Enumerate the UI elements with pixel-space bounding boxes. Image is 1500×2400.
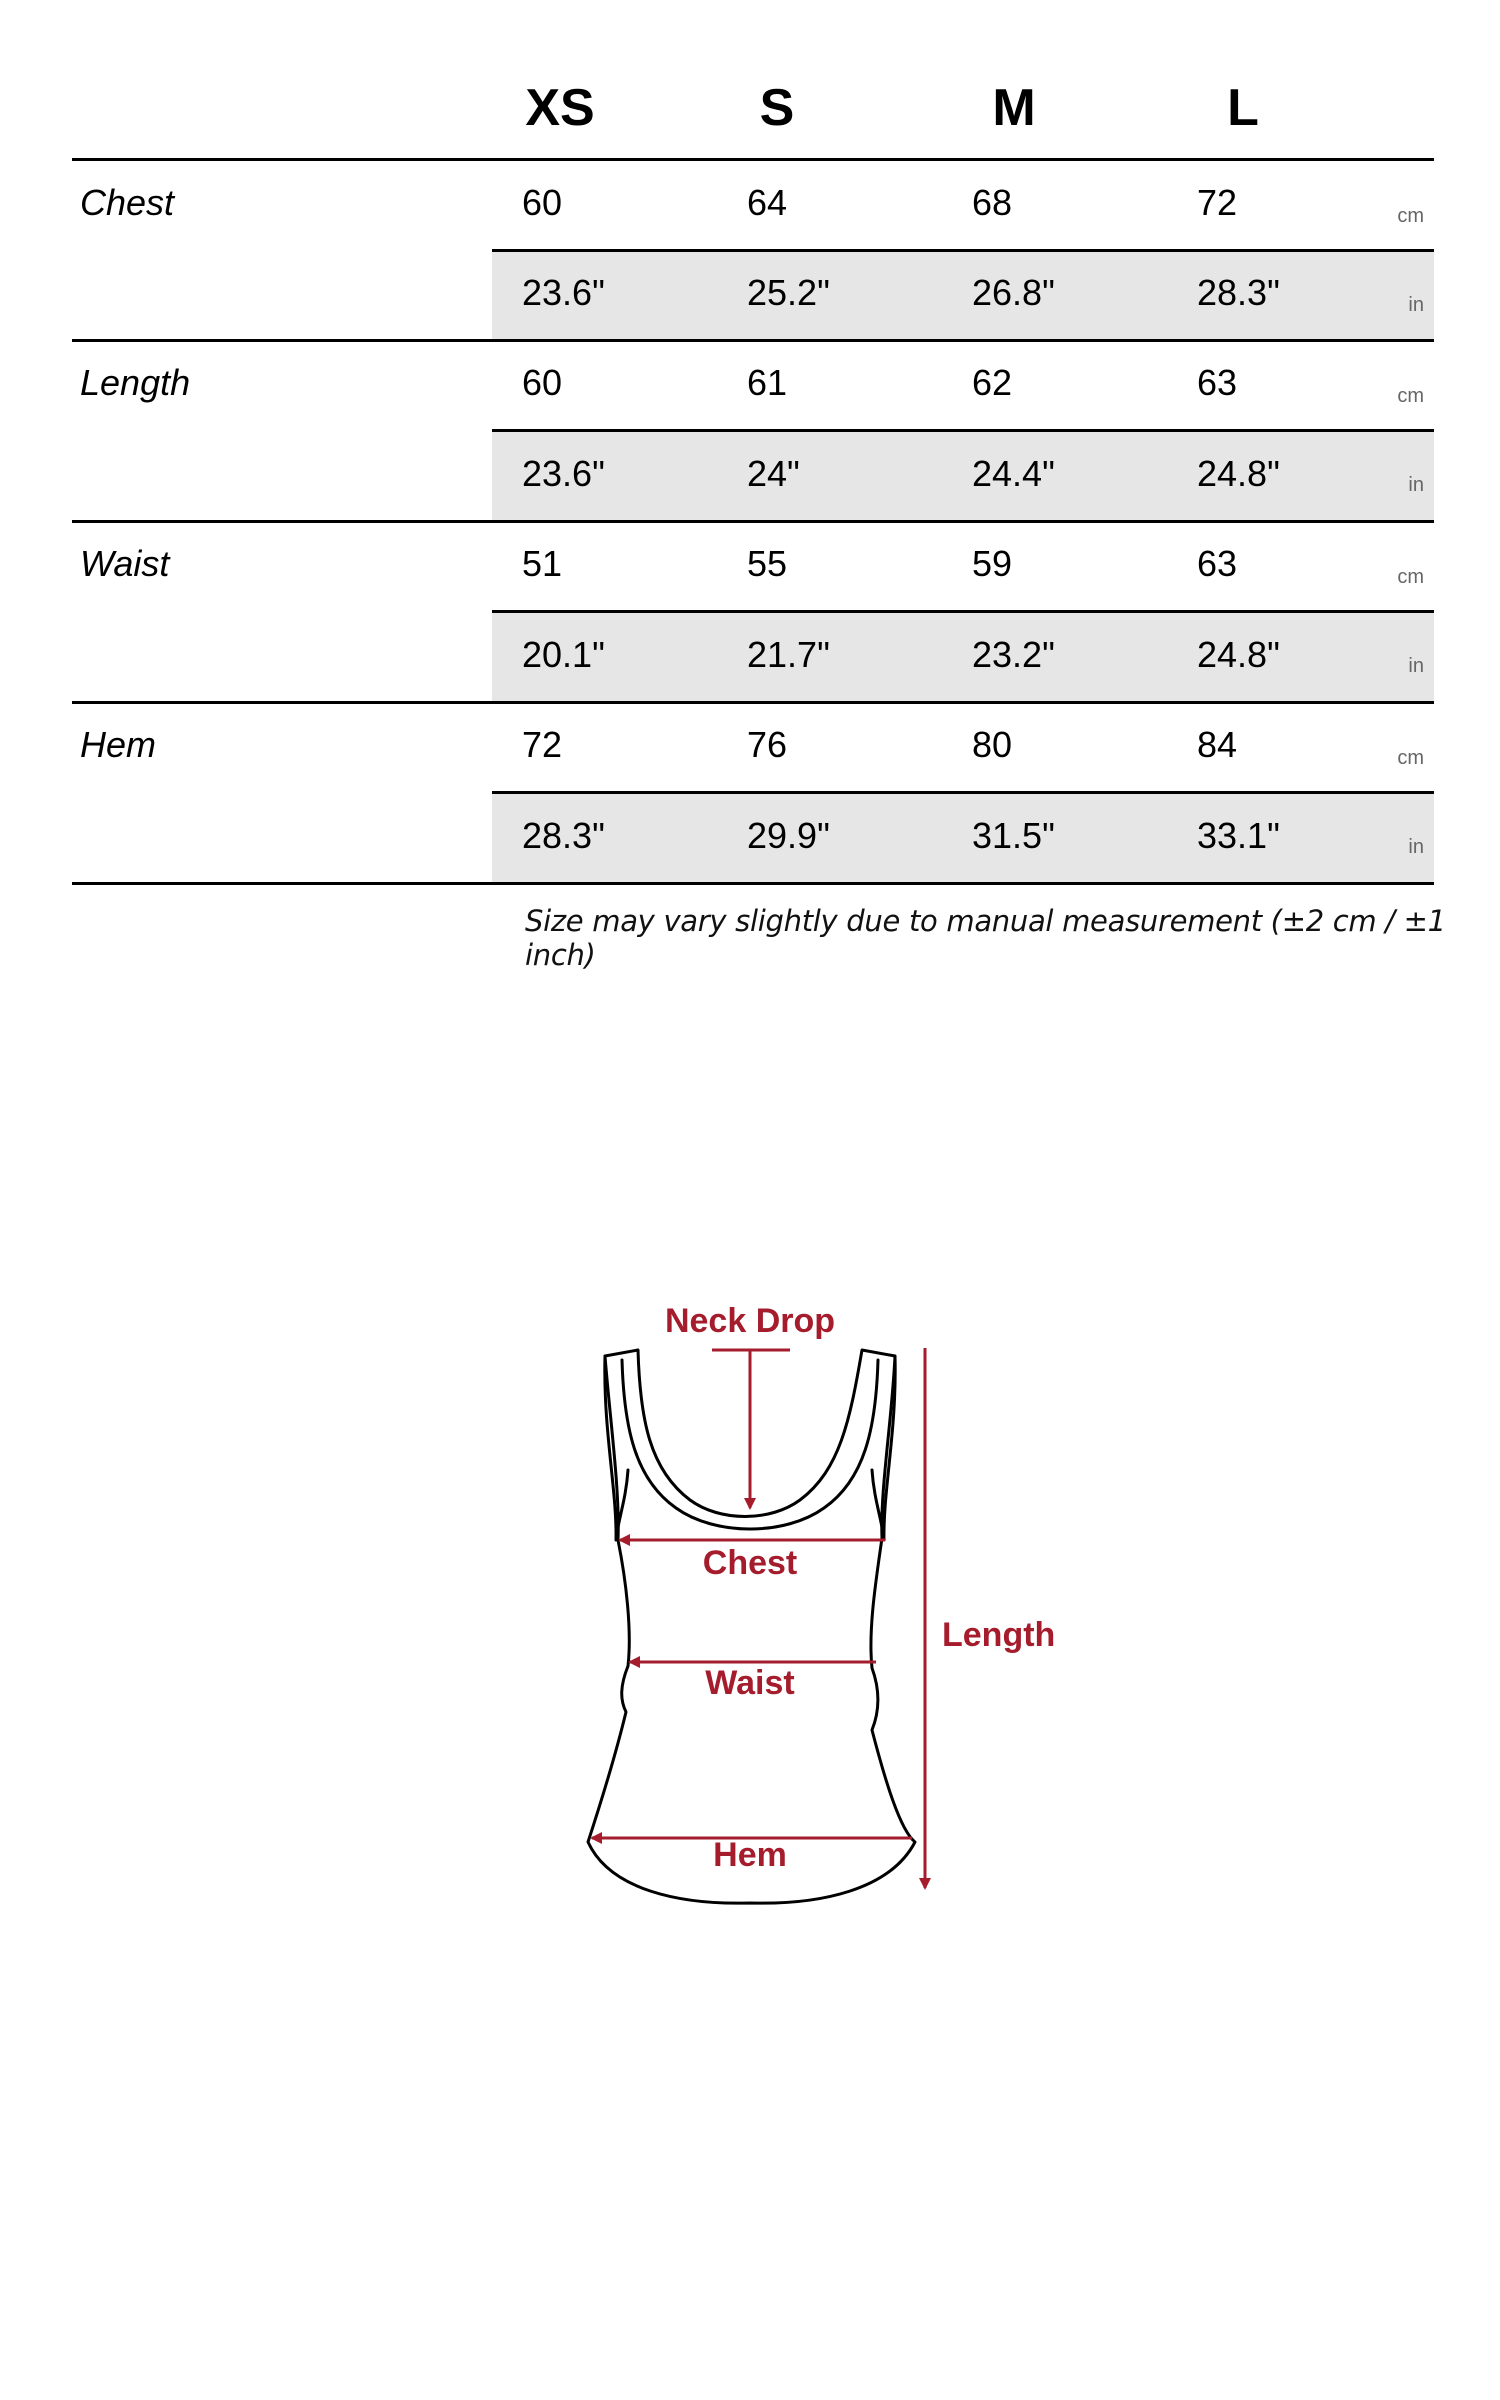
- unit-label-cm: cm: [1397, 747, 1424, 769]
- size-header-s: S: [759, 79, 795, 137]
- cell-chest-l-in: 28.3": [1197, 272, 1280, 313]
- measure-label-chest: Chest: [80, 182, 175, 223]
- cell-chest-m-in: 26.8": [972, 272, 1055, 313]
- cell-hem-s-in: 29.9": [747, 815, 830, 856]
- unit-label-in: in: [1408, 294, 1424, 316]
- unit-label-in: in: [1408, 836, 1424, 858]
- chest-label: Chest: [702, 1544, 798, 1582]
- cell-waist-xs-in: 20.1": [522, 634, 605, 675]
- cell-waist-s-cm: 55: [747, 543, 788, 584]
- cell-chest-l-cm: 72: [1197, 182, 1238, 223]
- unit-label-cm: cm: [1397, 385, 1424, 407]
- cell-length-l-in: 24.8": [1197, 453, 1280, 494]
- measure-label-length: Length: [80, 362, 191, 403]
- unit-label-in: in: [1408, 655, 1424, 677]
- cell-length-l-cm: 63: [1197, 362, 1238, 403]
- unit-label-cm: cm: [1397, 566, 1424, 588]
- measure-label-hem: Hem: [80, 724, 157, 765]
- cell-hem-m-cm: 80: [972, 724, 1013, 765]
- hem-label: Hem: [713, 1836, 787, 1874]
- unit-label-cm: cm: [1397, 205, 1424, 227]
- cell-chest-m-cm: 68: [972, 182, 1013, 223]
- neck-drop-label: Neck Drop: [664, 1302, 836, 1340]
- cell-waist-l-cm: 63: [1197, 543, 1238, 584]
- unit-label-in: in: [1408, 474, 1424, 496]
- size-header-l: L: [1227, 79, 1259, 137]
- size-header-m: M: [992, 79, 1036, 137]
- cell-length-xs-cm: 60: [522, 362, 563, 403]
- cell-waist-xs-cm: 51: [522, 543, 563, 584]
- cell-length-s-in: 24": [747, 453, 800, 494]
- cell-hem-m-in: 31.5": [972, 815, 1055, 856]
- cell-hem-xs-in: 28.3": [522, 815, 605, 856]
- measure-label-waist: Waist: [80, 543, 170, 584]
- cell-length-m-cm: 62: [972, 362, 1013, 403]
- cell-chest-xs-in: 23.6": [522, 272, 605, 313]
- size-header-xs: XS: [525, 79, 595, 137]
- measurement-arrows: [592, 1348, 925, 1888]
- cell-chest-s-in: 25.2": [747, 272, 830, 313]
- cell-waist-m-cm: 59: [972, 543, 1013, 584]
- cell-hem-xs-cm: 72: [522, 724, 563, 765]
- cell-waist-s-in: 21.7": [747, 634, 830, 675]
- cell-length-s-cm: 61: [747, 362, 788, 403]
- cell-length-xs-in: 23.6": [522, 453, 605, 494]
- cell-chest-xs-cm: 60: [522, 182, 563, 223]
- cell-waist-m-in: 23.2": [972, 634, 1055, 675]
- length-label: Length: [942, 1616, 1056, 1654]
- measurement-disclaimer: Size may vary slightly due to manual measurement (±2 cm / ±1 inch): [525, 904, 1446, 972]
- cell-waist-l-in: 24.8": [1197, 634, 1280, 675]
- cell-length-m-in: 24.4": [972, 453, 1055, 494]
- cell-hem-l-cm: 84: [1197, 724, 1238, 765]
- cell-hem-s-cm: 76: [747, 724, 788, 765]
- cell-hem-l-in: 33.1": [1197, 815, 1280, 856]
- cell-chest-s-cm: 64: [747, 182, 788, 223]
- waist-label: Waist: [705, 1664, 795, 1702]
